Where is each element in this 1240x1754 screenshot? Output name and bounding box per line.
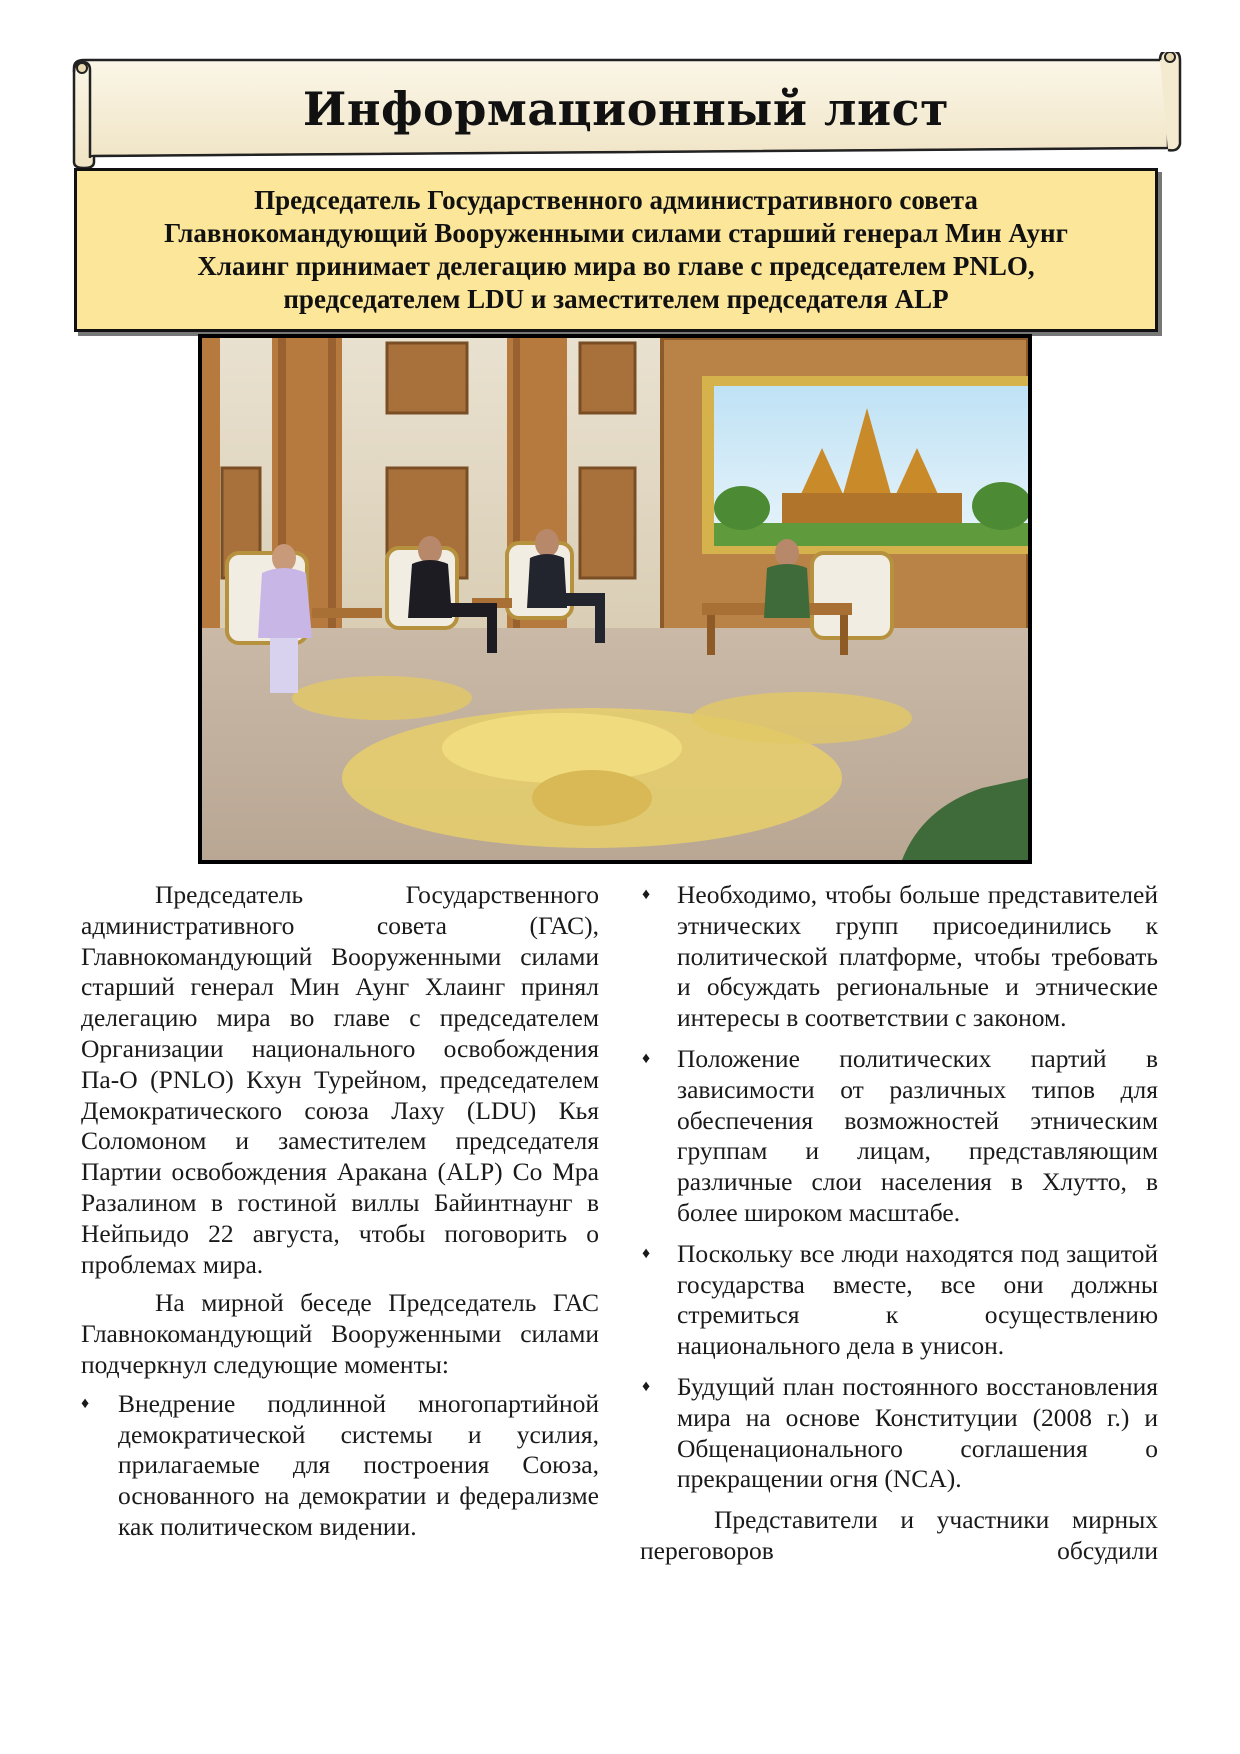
intro-paragraph: Председатель Государственного административного совета (ГАС), Главнокомандующий Вооруженными силами старший генерал Мин Аунг Хлаинг принял делегацию мира во главе с председателем Организации национального освобождения Па-О (PNLO) Кхун Турейном, председателем Демократического союза Лаху (LDU) Кья Соломоном и заместителем председателя Партии освобождения Аракана (ALP) Со Мра Разалином в гостиной виллы Байинтнаунг в Нейпьидо 22 августа, чтобы поговорить о проблемах мира. [81, 880, 599, 1279]
list-item [81, 1389, 599, 1543]
title-banner [70, 52, 1182, 172]
list-item [640, 1044, 1158, 1229]
bullet-text: Положение политических партий в зависимости от различных типов для обеспечения возможностей этническим группам и лицам, представляющим различные слои населения в Хлутто, в более широком масштабе. [677, 1043, 1158, 1227]
right-column [640, 880, 1158, 1575]
left-bullet-list [81, 1389, 599, 1543]
bullet-text: Поскольку все люди находятся под защитой государства вместе, все они должны стремиться к осуществлению национального дела в унисон. [677, 1238, 1158, 1361]
diamond-bullet-icon: ♦ [642, 1377, 651, 1395]
headline-line: председателем LDU и заместителем председателя ALP [283, 284, 949, 314]
bullet-text: Будущий план постоянного восстановления мира на основе Конституции (2008 г.) и Общенационального соглашения о прекращении огня (NCA). [677, 1371, 1158, 1494]
page-title: Информационный лист [302, 82, 950, 136]
diamond-bullet-icon: ♦ [642, 1244, 651, 1262]
right-bullet-list [640, 880, 1158, 1495]
headline-line: Главнокомандующий Вооруженными силами старший генерал Мин Аунг [164, 218, 1068, 248]
bullet-text: Внедрение подлинной многопартийной демократической системы и усилия, прилагаемые для построения Союза, основанного на демократии и федерализме как политическом видении. [118, 1388, 599, 1541]
left-column [81, 880, 599, 1553]
diamond-bullet-icon: ♦ [642, 1049, 651, 1067]
headline-line: Хлаинг принимает делегацию мира во главе с председателем PNLO, [197, 251, 1035, 281]
list-item [640, 1239, 1158, 1362]
list-item [640, 1372, 1158, 1495]
headline-box [74, 168, 1158, 332]
diamond-bullet-icon: ♦ [642, 886, 651, 903]
emphasis-paragraph: На мирной беседе Председатель ГАС Главнокомандующий Вооруженными силами подчеркнул следующие моменты: [81, 1288, 599, 1379]
closing-paragraph: Представители и участники мирных переговоров обсудили [640, 1505, 1158, 1565]
headline-line: Председатель Государственного административного совета [254, 185, 978, 215]
bullet-text: Необходимо, чтобы больше представителей этнических групп присоединились к политической платформе, чтобы требовать и обсуждать региональные и этнические интересы в соответствии с законом. [677, 880, 1158, 1033]
list-item [640, 880, 1158, 1034]
meeting-photo-illustration [202, 338, 1028, 860]
meeting-photo [198, 334, 1032, 864]
diamond-bullet-icon: ♦ [81, 1394, 90, 1412]
